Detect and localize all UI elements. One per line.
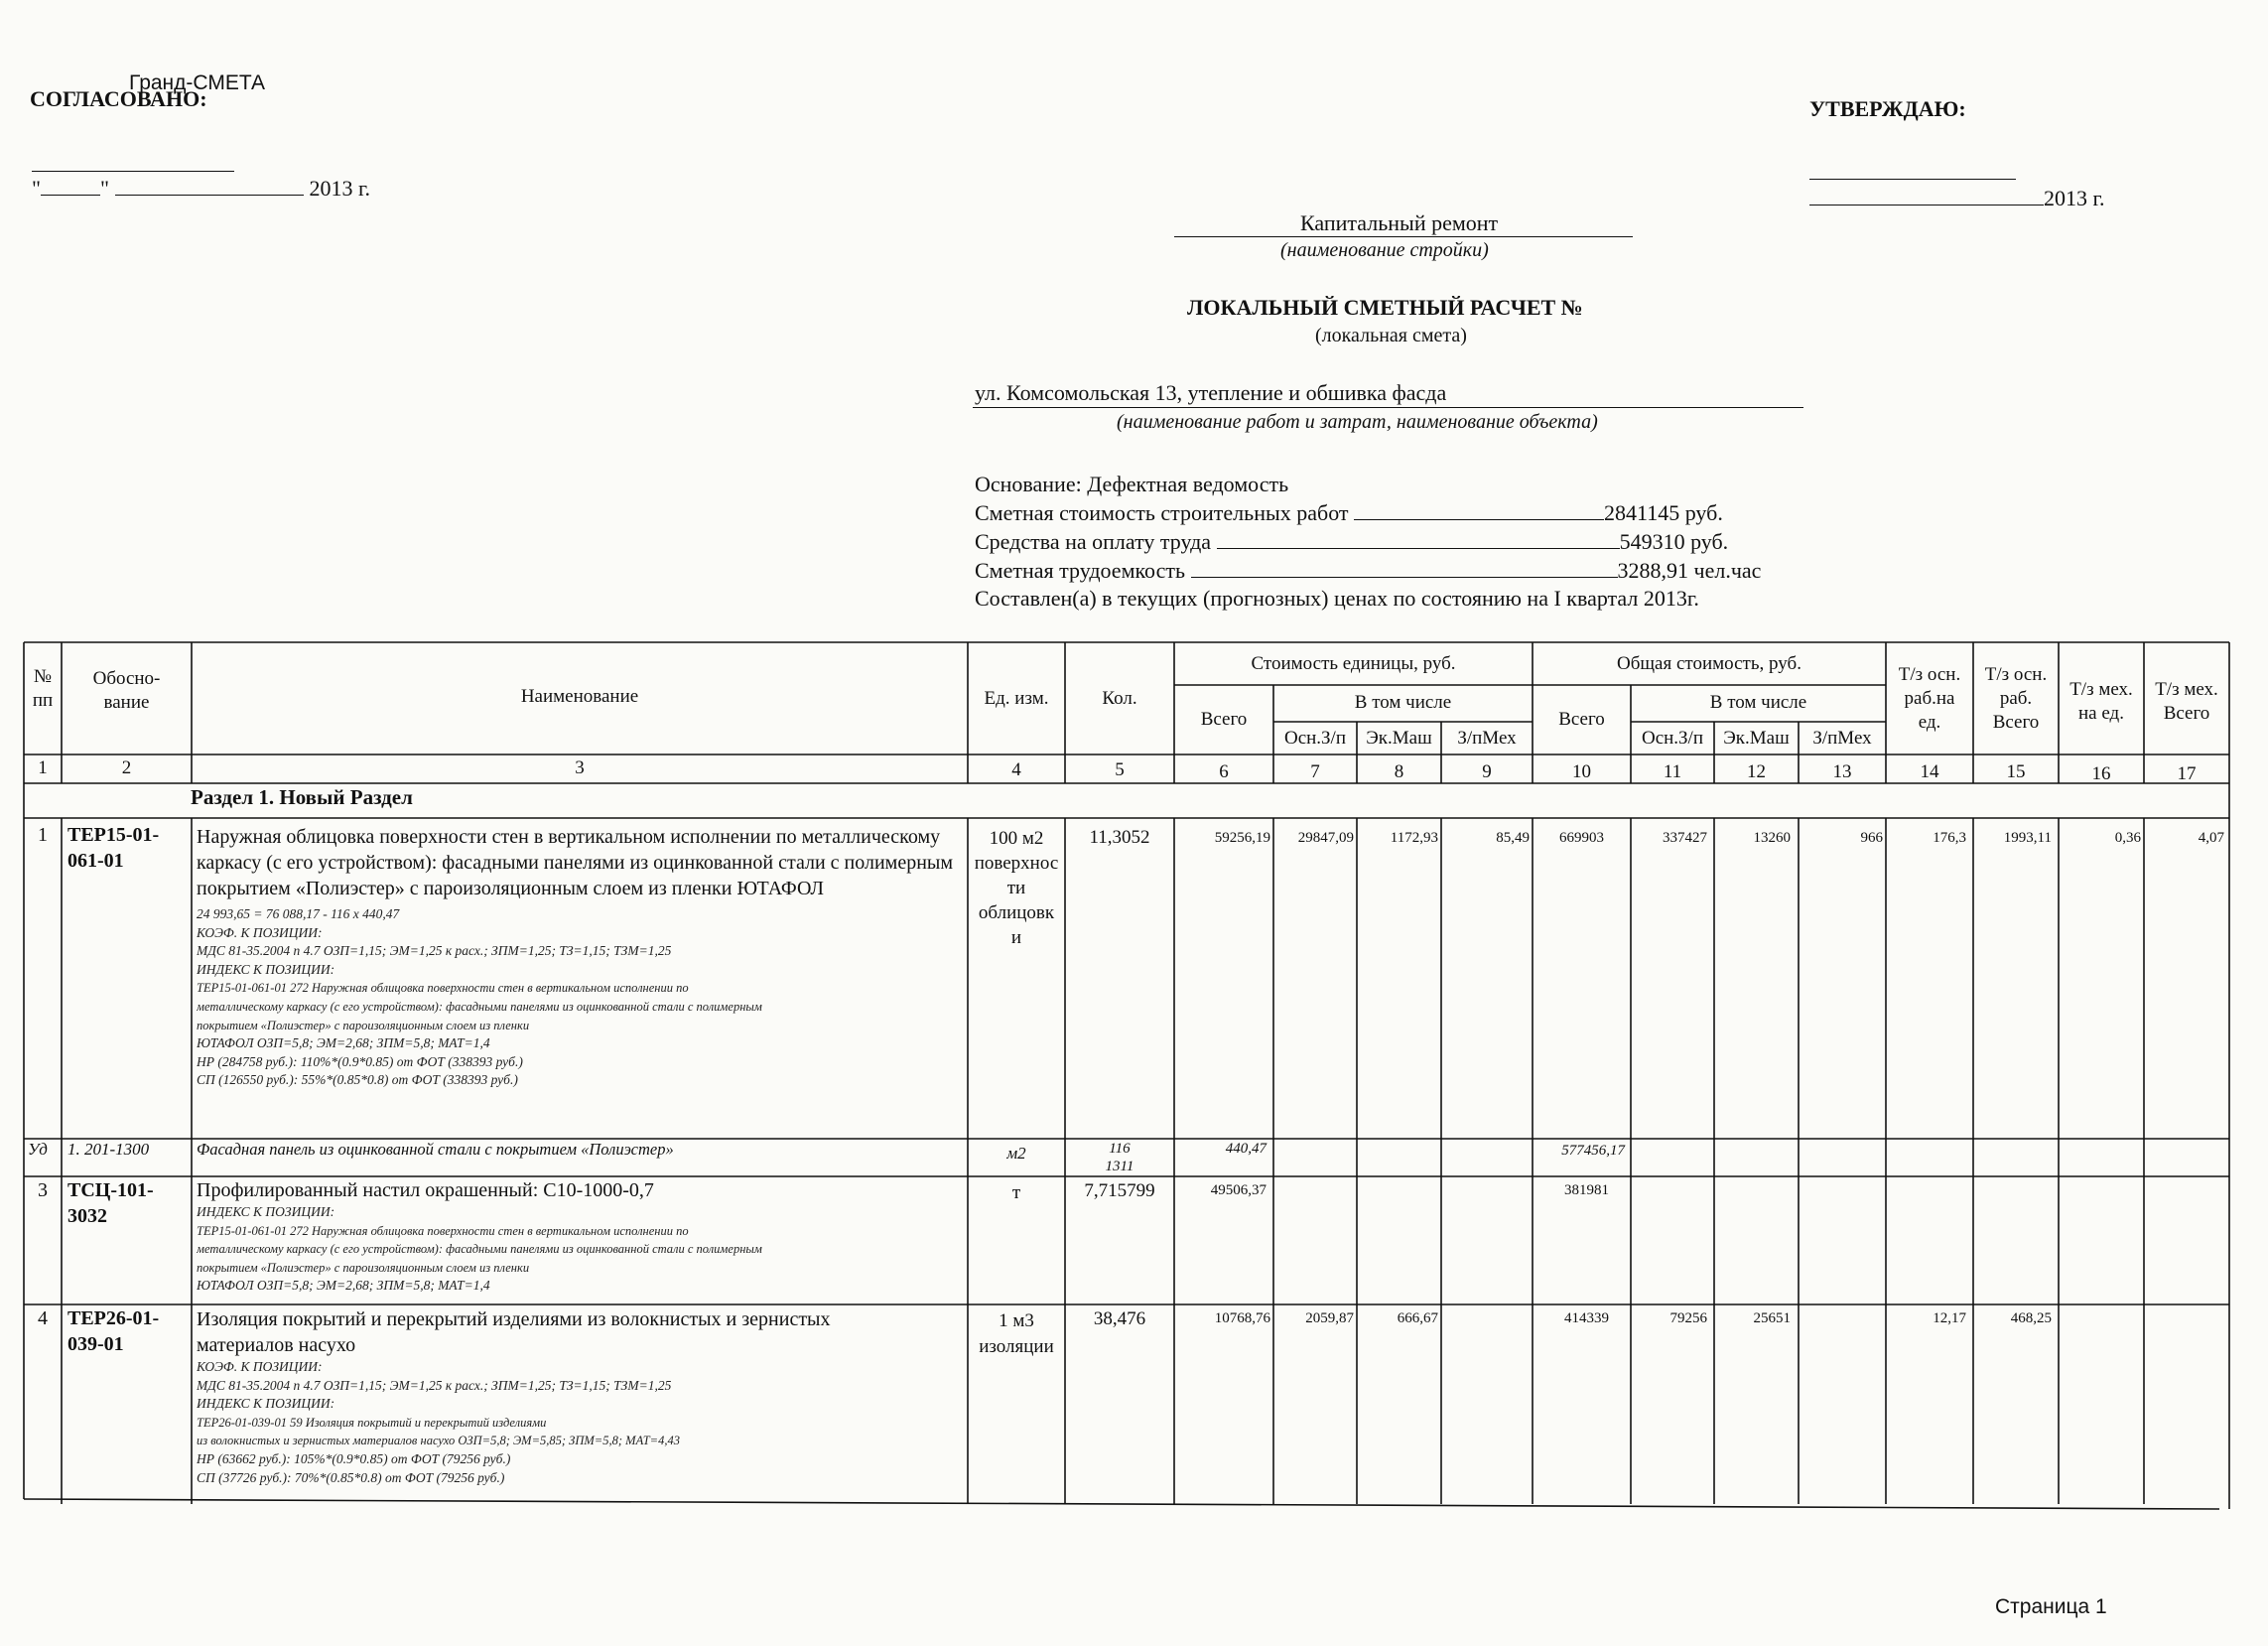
row1-c16: 0,36 — [2114, 830, 2141, 846]
row3-c6: 49506,37 — [1210, 1182, 1267, 1198]
cost-label: Сметная стоимость строительных работ — [975, 500, 1349, 525]
basis-line: Основание: Дефектная ведомость — [975, 472, 1289, 496]
row4-c8: 666,67 — [1397, 1310, 1438, 1326]
signature-line-right — [1809, 179, 2016, 180]
row1-note: СП (126550 руб.): 55%*(0.85*0.8) от ФОТ (338393 руб.) — [197, 1072, 518, 1088]
year-left: 2013 г. — [309, 176, 371, 201]
row-ud-name: Фасадная панель из оцинкованной стали с покрытием «Полиэстер» — [197, 1140, 674, 1159]
row4-description — [197, 1306, 965, 1501]
col-number: 11 — [1663, 761, 1682, 782]
row3-note: покрытием «Полиэстер» с пароизоляционным слоем из пленки — [197, 1260, 530, 1275]
wage-value: 549310 — [1619, 529, 1685, 554]
row1-note: ЮТАФОЛ ОЗП=5,8; ЭМ=2,68; ЗПМ=5,8; МАТ=1,4 — [197, 1035, 490, 1051]
row4-c7: 2059,87 — [1305, 1310, 1354, 1326]
row1-c9: 85,49 — [1496, 830, 1530, 846]
row4-qty: 38,476 — [1093, 1308, 1146, 1329]
header-total-osn-zp: Осн.З/п — [1641, 728, 1704, 749]
row-ud-unit: м2 — [1006, 1144, 1026, 1163]
page-number: Страница 1 — [1995, 1595, 2107, 1618]
document-subtitle: (локальная смета) — [1315, 325, 1467, 346]
row4-note: ТЕР26-01-039-01 59 Изоляция покрытий и перекрытий изделиями — [197, 1415, 547, 1430]
row-ud-num: Уд — [28, 1140, 48, 1159]
row1-c13: 966 — [1860, 830, 1883, 846]
col-number: 6 — [1219, 761, 1229, 782]
header-qty: Кол. — [1102, 688, 1137, 709]
labor-label: Сметная трудоемкость — [975, 558, 1186, 583]
col-number: 15 — [2006, 761, 2026, 782]
col-number: 4 — [1011, 759, 1021, 780]
row3-note: ЮТАФОЛ ОЗП=5,8; ЭМ=2,68; ЗПМ=5,8; МАТ=1,4 — [197, 1278, 490, 1294]
row4-c12: 25651 — [1753, 1310, 1791, 1326]
col-number: 3 — [575, 757, 585, 778]
col-number: 17 — [2177, 763, 2197, 784]
row1-note: 24 993,65 = 76 088,17 - 116 х 440,47 — [197, 906, 400, 921]
row1-note: НР (284758 руб.): 110%*(0.9*0.85) от ФОТ (338393 руб.) — [197, 1053, 523, 1069]
wage-label: Средства на оплату труда — [975, 529, 1212, 554]
date-line-right — [1809, 183, 2105, 211]
header-tz-mex-total: Т/з мех. Всего — [2155, 679, 2218, 724]
header-num: № пп — [32, 666, 54, 711]
row4-c11: 79256 — [1669, 1310, 1707, 1326]
header-total-incl: В том числе — [1709, 692, 1807, 713]
row-ud-c6: 440,47 — [1225, 1141, 1267, 1157]
header-unit-cost-group: Стоимость единицы, руб. — [1251, 653, 1456, 674]
row1-c15: 1993,11 — [2003, 830, 2052, 846]
row3-note: металлическому каркасу (с его устройством): фасадными панелями из оцинкованной стали с полимерным — [197, 1242, 762, 1257]
col-number: 16 — [2091, 763, 2111, 784]
header-unit-total: Всего — [1200, 709, 1248, 730]
labor-line — [975, 557, 1761, 584]
header-total-cost-group: Общая стоимость, руб. — [1617, 653, 1801, 674]
row4-c15: 468,25 — [2010, 1310, 2052, 1326]
row4-c6: 10768,76 — [1214, 1310, 1270, 1326]
row1-description — [197, 824, 965, 1138]
col-number: 1 — [38, 757, 48, 778]
signature-line-left — [32, 171, 234, 172]
header-tz-osn-unit: Т/з осн. раб.на ед. — [1898, 664, 1961, 733]
row1-num: 1 — [38, 824, 48, 846]
row1-note: МДС 81-35.2004 п 4.7 ОЗП=1,15; ЭМ=1,25 к расх.; ЗПМ=1,25; ТЗ=1,15; ТЗМ=1,25 — [197, 943, 672, 959]
row1-name: Наружная облицовка поверхности стен в вертикальном исполнении по металлическому каркасу (с его устройством): фасадными панелями из оцинкованной стали с полимерным покрытием «Полиэстер» с пароизоляционным слоем из пленки ЮТАФОЛ — [197, 826, 954, 899]
header-basis: Обосно- вание — [92, 668, 161, 713]
labor-value: 3288,91 — [1617, 558, 1689, 583]
prices-note: Составлен(а) в текущих (прогнозных) ценах по состоянию на I квартал 2013г. — [975, 586, 1699, 611]
row1-c17: 4,07 — [2198, 830, 2224, 846]
row3-note: ИНДЕКС К ПОЗИЦИИ: — [197, 1204, 335, 1219]
date-line-left — [32, 175, 370, 202]
program-name: Гранд-СМЕТА — [129, 71, 265, 94]
approval-label-right: УТВЕРЖДАЮ: — [1809, 96, 1966, 121]
row3-unit: т — [1011, 1182, 1021, 1203]
cost-value: 2841145 — [1604, 500, 1680, 525]
col-number: 14 — [1920, 761, 1939, 782]
row4-note: из волокнистых и зернистых материалов насухо ОЗП=5,8; ЭМ=5,85; ЗПМ=5,8; МАТ=4,43 — [197, 1434, 680, 1448]
header-unit-incl: В том числе — [1354, 692, 1452, 713]
row1-c6: 59256,19 — [1214, 830, 1270, 846]
row3-num: 3 — [38, 1179, 48, 1201]
row1-c7: 29847,09 — [1297, 830, 1354, 846]
row4-note: НР (63662 руб.): 105%*(0.9*0.85) от ФОТ (79256 руб.) — [197, 1450, 511, 1466]
construction-underline — [1174, 236, 1633, 237]
year-right: 2013 г. — [2044, 186, 2105, 210]
row4-num: 4 — [38, 1307, 48, 1329]
row3-qty: 7,715799 — [1084, 1180, 1155, 1201]
row-ud-qty: 116 1311 — [1105, 1141, 1134, 1174]
col-number: 7 — [1310, 761, 1320, 782]
row4-note: ИНДЕКС К ПОЗИЦИИ: — [197, 1396, 335, 1412]
col-number: 8 — [1394, 761, 1404, 782]
cost-unit: руб. — [1684, 500, 1723, 525]
header-total-total: Всего — [1558, 709, 1605, 730]
row3-code: ТСЦ-101- 3032 — [67, 1179, 154, 1227]
row1-code: ТЕР15-01- 061-01 — [67, 824, 160, 872]
row4-code: ТЕР26-01- 039-01 — [67, 1307, 160, 1355]
row4-unit: 1 м3 изоляции — [979, 1310, 1054, 1357]
wage-unit: руб. — [1690, 529, 1729, 554]
row4-note: СП (37726 руб.): 70%*(0.85*0.8) от ФОТ (79256 руб.) — [197, 1469, 505, 1485]
document-title: ЛОКАЛЬНЫЙ СМЕТНЫЙ РАСЧЕТ № — [1187, 295, 1583, 320]
col-number: 12 — [1747, 761, 1766, 782]
header-unit: Ед. изм. — [984, 688, 1049, 709]
col-number: 10 — [1572, 761, 1591, 782]
row1-c8: 1172,93 — [1390, 830, 1438, 846]
row1-c12: 13260 — [1753, 830, 1791, 846]
row4-name: Изоляция покрытий и перекрытий изделиями из волокнистых и зернистых материалов насухо — [197, 1308, 831, 1356]
row1-c10: 669903 — [1559, 830, 1604, 846]
row1-note: КОЭФ. К ПОЗИЦИИ: — [197, 924, 323, 940]
row3-note: ТЕР15-01-061-01 272 Наружная облицовка поверхности стен в вертикальном исполнении по — [197, 1223, 689, 1238]
header-name: Наименование — [520, 686, 639, 707]
row4-note: МДС 81-35.2004 п 4.7 ОЗП=1,15; ЭМ=1,25 к расх.; ЗПМ=1,25; ТЗ=1,15; ТЗМ=1,25 — [197, 1377, 672, 1393]
row1-note: металлическому каркасу (с его устройством): фасадными панелями из оцинкованной стали с полимерным — [197, 999, 762, 1014]
row1-note: ТЕР15-01-061-01 272 Наружная облицовка поверхности стен в вертикальном исполнении по — [197, 981, 689, 996]
col-number: 13 — [1832, 761, 1852, 782]
object-caption: (наименование работ и затрат, наименование объекта) — [1117, 411, 1598, 433]
row3-name: Профилированный настил окрашенный: С10-1000-0,7 — [197, 1179, 654, 1201]
col-number: 5 — [1115, 759, 1125, 780]
col-number: 9 — [1482, 761, 1492, 782]
construction-name: Капитальный ремонт — [1300, 210, 1499, 235]
object-name: ул. Комсомольская 13, утепление и обшивка фасда — [975, 380, 1447, 405]
header-unit-osn-zp: Осн.З/п — [1283, 728, 1347, 749]
row1-unit: 100 м2 поверхнос ти облицовк и — [974, 828, 1059, 948]
row1-c14: 176,3 — [1933, 830, 1966, 846]
date-quote-close: " — [99, 176, 109, 201]
row-ud-c10: 577456,17 — [1561, 1143, 1625, 1159]
header-tz-mex-unit: Т/з мех. на ед. — [2069, 679, 2133, 724]
header-total-zp-mex: З/пМех — [1812, 728, 1872, 749]
row4-note: КОЭФ. К ПОЗИЦИИ: — [197, 1359, 323, 1374]
row1-c11: 337427 — [1663, 830, 1707, 846]
header-unit-ek-mash: Эк.Маш — [1366, 728, 1432, 749]
row3-description — [197, 1177, 965, 1304]
date-quote-open: " — [32, 176, 41, 201]
labor-unit: чел.час — [1693, 558, 1762, 583]
row4-c10: 414339 — [1564, 1310, 1609, 1326]
header-unit-zp-mex: З/пМех — [1457, 728, 1517, 749]
cost-line — [975, 499, 1723, 526]
object-underline — [973, 407, 1803, 408]
row1-note: покрытием «Полиэстер» с пароизоляционным слоем из пленки — [197, 1018, 530, 1032]
approval-label-left: СОГЛАСОВАНО: — [30, 86, 207, 111]
header-total-ek-mash: Эк.Маш — [1723, 728, 1790, 749]
col-number: 2 — [121, 757, 132, 778]
header-tz-osn-total: Т/з осн. раб. Всего — [1984, 664, 2048, 733]
row-ud-code: 1. 201-1300 — [67, 1140, 150, 1159]
row1-qty: 11,3052 — [1089, 827, 1150, 848]
construction-caption: (наименование стройки) — [1280, 239, 1489, 261]
row1-note: ИНДЕКС К ПОЗИЦИИ: — [197, 961, 335, 977]
row3-c10: 381981 — [1564, 1182, 1609, 1198]
row4-c14: 12,17 — [1933, 1310, 1966, 1326]
section-title: Раздел 1. Новый Раздел — [191, 785, 413, 809]
wage-line — [975, 528, 1728, 555]
